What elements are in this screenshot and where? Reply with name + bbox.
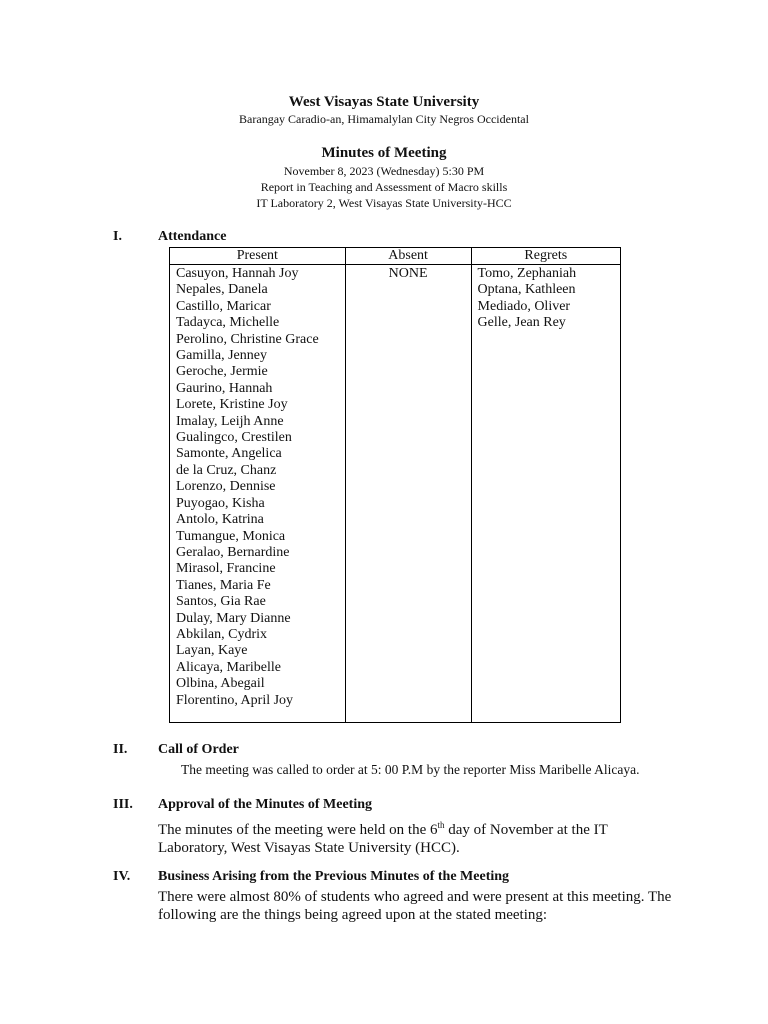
- present-name: Gamilla, Jenney: [176, 348, 267, 364]
- present-name: Tadayca, Michelle: [176, 315, 280, 331]
- present-name: Abkilan, Cydrix: [176, 626, 267, 642]
- business-text: There were almost 80% of students who agreed and were present at this meeting. The following are the things being agreed upon at the stated meeting:: [158, 889, 672, 923]
- section-title-approval: Approval of the Minutes of Meeting: [158, 797, 372, 812]
- present-name: Gualingco, Crestilen: [176, 430, 292, 446]
- present-name: Lorenzo, Dennise: [176, 479, 276, 495]
- present-name: Mirasol, Francine: [176, 561, 276, 577]
- present-name: Olbina, Abegail: [176, 676, 265, 692]
- present-name: Gaurino, Hannah: [176, 380, 273, 396]
- present-name: Samonte, Angelica: [176, 446, 282, 462]
- approval-text: [158, 816, 628, 857]
- regrets-name: Gelle, Jean Rey: [477, 315, 566, 331]
- regrets-list: [472, 265, 620, 332]
- present-name: Geroche, Jermie: [176, 364, 268, 380]
- university-name: West Visayas State University: [288, 94, 480, 110]
- meeting-topic: Report in Teaching and Assessment of Macro skills: [260, 180, 508, 194]
- document-title: Minutes of Meeting: [321, 145, 447, 161]
- present-name: Santos, Gia Rae: [176, 594, 266, 610]
- approval-text-part1: The minutes of the meeting were held on the 6: [158, 822, 438, 838]
- column-header-absent: Absent: [345, 248, 471, 265]
- approval-superscript: th: [437, 820, 445, 830]
- university-address: Barangay Caradio-an, Himamalylan City Negros Occidental: [239, 112, 529, 126]
- present-name: Antolo, Katrina: [176, 512, 264, 528]
- present-name: Puyogao, Kisha: [176, 495, 265, 511]
- present-name: Tumangue, Monica: [176, 528, 286, 544]
- present-name: Alicaya, Maribelle: [176, 659, 281, 675]
- call-of-order-text: The meeting was called to order at 5: 00 P.M by the reporter Miss Maribelle Alicaya.: [181, 762, 640, 777]
- column-header-regrets: Regrets: [471, 248, 620, 265]
- present-cell: [170, 265, 346, 723]
- regrets-cell: [471, 265, 620, 723]
- present-name: Tianes, Maria Fe: [176, 577, 271, 593]
- regrets-name: Tomo, Zephaniah: [477, 266, 577, 281]
- present-name: Florentino, April Joy: [176, 692, 294, 708]
- section-number-call-of-order: II.: [113, 742, 128, 757]
- present-name: Casuyon, Hannah Joy: [176, 266, 299, 281]
- section-number-business: IV.: [113, 869, 131, 884]
- present-name: Imalay, Leijh Anne: [176, 413, 284, 429]
- present-name: Castillo, Maricar: [176, 298, 271, 314]
- present-list: [170, 265, 345, 709]
- section-title-attendance: Attendance: [158, 229, 227, 244]
- attendance-table: [169, 247, 621, 723]
- present-name: Nepales, Danela: [176, 282, 268, 298]
- present-name: de la Cruz, Chanz: [176, 462, 277, 478]
- section-title-business: Business Arising from the Previous Minutes of the Meeting: [158, 869, 510, 884]
- meeting-date: November 8, 2023 (Wednesday) 5:30 PM: [283, 164, 485, 178]
- meeting-venue: IT Laboratory 2, West Visayas State University-HCC: [256, 196, 512, 210]
- present-name: Geralao, Bernardine: [176, 544, 290, 560]
- absent-value: NONE: [388, 266, 428, 281]
- section-number-approval: III.: [113, 797, 133, 812]
- regrets-name: Mediado, Oliver: [477, 298, 571, 314]
- present-name: Lorete, Kristine Joy: [176, 397, 288, 413]
- approval-text-part2: day of November at the IT Laboratory, West Visayas State University (HCC).: [158, 822, 608, 856]
- column-header-present: Present: [170, 248, 346, 265]
- present-name: Dulay, Mary Dianne: [176, 610, 291, 626]
- regrets-name: Optana, Kathleen: [477, 282, 576, 298]
- present-name: Layan, Kaye: [176, 643, 248, 659]
- section-title-call-of-order: Call of Order: [158, 742, 239, 757]
- section-number-attendance: I.: [113, 229, 122, 244]
- absent-cell: [345, 265, 471, 723]
- present-name: Perolino, Christine Grace: [176, 331, 319, 347]
